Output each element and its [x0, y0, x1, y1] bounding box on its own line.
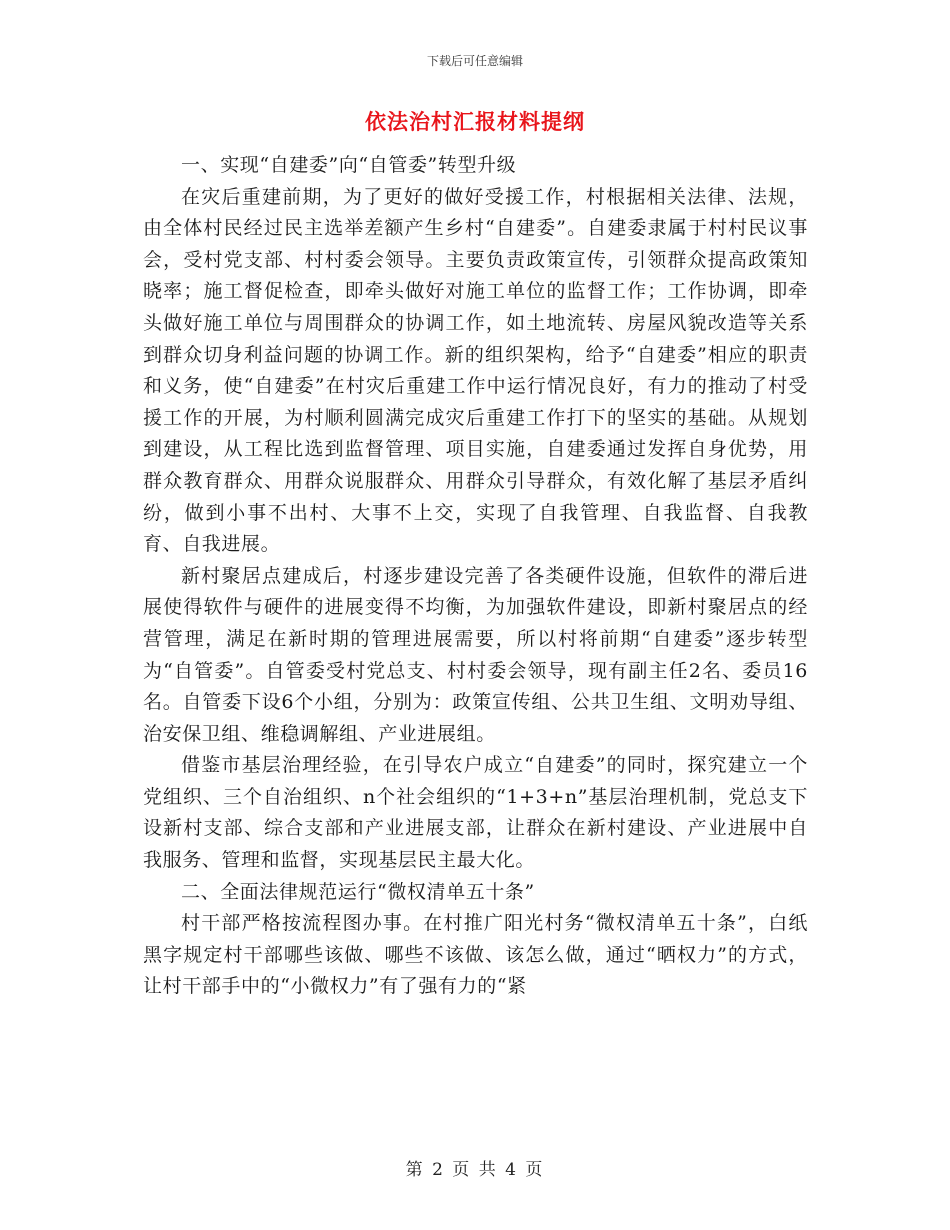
body-paragraph: 在灾后重建前期，为了更好的做好受援工作，村根据相关法律、法规，由全体村民经过民主选举差额产生乡村“自建委”。自建委隶属于村村民议事会，受村党支部、村村委会领导。主要负责政策宣传，引领群众提高政策知晓率；施工督促检查，即牵头做好对施工单位的监督工作；工作协调，即牵头做好施工单位与周围群众的协调工作，如土地流转、房屋风貌改造等关系到群众切身利益问题的协调工作。新的组织架构，给予“自建委”相应的职责和义务，使“自建委”在村灾后重建工作中运行情况良好，有力的推动了村受援工作的开展，为村顺利圆满完成灾后重建工作打下的坚实的基础。从规划到建设，从工程比选到监督管理、项目实施，自建委通过发挥自身优势，用群众教育群众、用群众说服群众、用群众引导群众，有效化解了基层矛盾纠纷，做到小事不出村、大事不上交，实现了自我管理、自我监督、自我教育、自我进展。 [143, 185, 808, 556]
header-note: 下载后可任意编辑 [426, 54, 523, 68]
document-body [143, 150, 808, 1003]
body-paragraph: 村干部严格按流程图办事。在村推广阳光村务“微权清单五十条”，白纸黑字规定村干部哪些该做、哪些不该做、该怎么做，通过“晒权力”的方式，让村干部手中的“小微权力”有了强有力的“紧 [143, 912, 808, 998]
document-title: 依法治村汇报材料提纲 [365, 109, 585, 134]
page-number-footer: 第 2 页 共 4 页 [405, 1160, 545, 1180]
body-paragraph: 借鉴市基层治理经验，在引导农户成立“自建委”的同时，探究建立一个党组织、三个自治组织、n个社会组织的“1+3+n”基层治理机制，党总支下设新村支部、综合支部和产业进展支部，让群众在新村建设、产业进展中自我服务、管理和监督，实现基层民主最大化。 [143, 754, 808, 872]
section-heading-1: 一、实现“自建委”向“自管委”转型升级 [181, 154, 517, 176]
section-heading-2: 二、全面法律规范运行“微权清单五十条” [181, 880, 535, 903]
body-paragraph: 新村聚居点建成后，村逐步建设完善了各类硬件设施，但软件的滞后进展使得软件与硬件的进展变得不均衡，为加强软件建设，即新村聚居点的经营管理，满足在新时期的管理进展需要，所以村将前期“自建委”逐步转型为“自管委”。自管委受村党总支、村村委会领导，现有副主任2名、委员16名。自管委下设6个小组，分别为：政策宣传组、公共卫生组、文明劝导组、治安保卫组、维稳调解组、产业进展组。 [143, 564, 808, 745]
